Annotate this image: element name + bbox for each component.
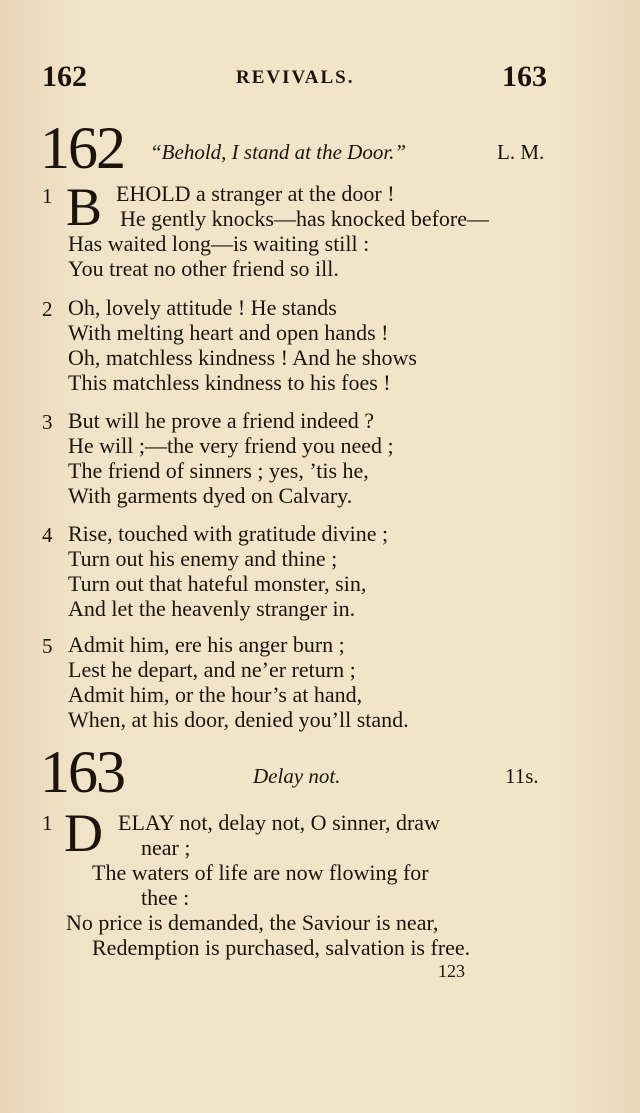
verse-line: But will he prove a friend indeed ? bbox=[68, 408, 375, 433]
verse-line: Turn out that hateful monster, sin, bbox=[68, 571, 367, 596]
verse-line: He gently knocks—has knocked before— bbox=[120, 206, 490, 231]
stanza-number: 1 bbox=[42, 811, 53, 835]
verse-line: He will ;—the very friend you need ; bbox=[68, 433, 394, 458]
stanza-number: 5 bbox=[42, 634, 53, 658]
verse-line: With melting heart and open hands ! bbox=[68, 320, 389, 345]
running-head-left-number: 162 bbox=[42, 60, 87, 93]
verse-line: Lest he depart, and ne’er return ; bbox=[68, 657, 356, 682]
hymn-163-meter: 11s. bbox=[505, 764, 539, 788]
running-head-right-number: 163 bbox=[502, 60, 547, 93]
verse-line: This matchless kindness to his foes ! bbox=[68, 370, 391, 395]
verse-line: Oh, matchless kindness ! And he shows bbox=[68, 345, 417, 370]
verse-line: ELAY not, delay not, O sinner, draw bbox=[118, 810, 440, 835]
verse-line: Rise, touched with gratitude divine ; bbox=[68, 521, 389, 546]
verse-line: Has waited long—is waiting still : bbox=[68, 231, 370, 256]
verse-line: thee : bbox=[141, 885, 190, 910]
verse-line: Redemption is purchased, salvation is free. bbox=[92, 935, 471, 960]
hymn-162-number: 162 bbox=[40, 115, 124, 181]
verse-line: The friend of sinners ; yes, ’tis he, bbox=[68, 458, 369, 483]
stanza-number: 1 bbox=[42, 184, 53, 208]
verse-line: Turn out his enemy and thine ; bbox=[68, 546, 338, 571]
verse-line: With garments dyed on Calvary. bbox=[68, 483, 353, 508]
verse-line: When, at his door, denied you’ll stand. bbox=[68, 707, 409, 732]
verse-line: Oh, lovely attitude ! He stands bbox=[68, 295, 337, 320]
page-folio: 123 bbox=[438, 961, 465, 981]
verse-line: And let the heavenly stranger in. bbox=[68, 596, 356, 621]
hymn-162-title: “Behold, I stand at the Door.” bbox=[150, 140, 407, 164]
drop-cap: D bbox=[64, 803, 103, 863]
drop-cap: B bbox=[66, 177, 103, 237]
hymn-163-number: 163 bbox=[40, 739, 124, 805]
verse-line: You treat no other friend so ill. bbox=[68, 256, 339, 281]
hymn-163-title: Delay not. bbox=[253, 764, 341, 788]
verse-line: near ; bbox=[141, 835, 191, 860]
running-head-title: REVIVALS. bbox=[236, 67, 355, 88]
stanza-number: 2 bbox=[42, 297, 53, 321]
verse-line: Admit him, or the hour’s at hand, bbox=[68, 682, 363, 707]
verse-line: No price is demanded, the Saviour is near, bbox=[66, 910, 439, 935]
stanza-number: 4 bbox=[42, 523, 53, 547]
hymn-162-meter: L. M. bbox=[497, 140, 545, 164]
stanza-number: 3 bbox=[42, 410, 53, 434]
verse-line: EHOLD a stranger at the door ! bbox=[116, 181, 395, 206]
verse-line: Admit him, ere his anger burn ; bbox=[68, 632, 345, 657]
verse-line: The waters of life are now flowing for bbox=[92, 860, 429, 885]
